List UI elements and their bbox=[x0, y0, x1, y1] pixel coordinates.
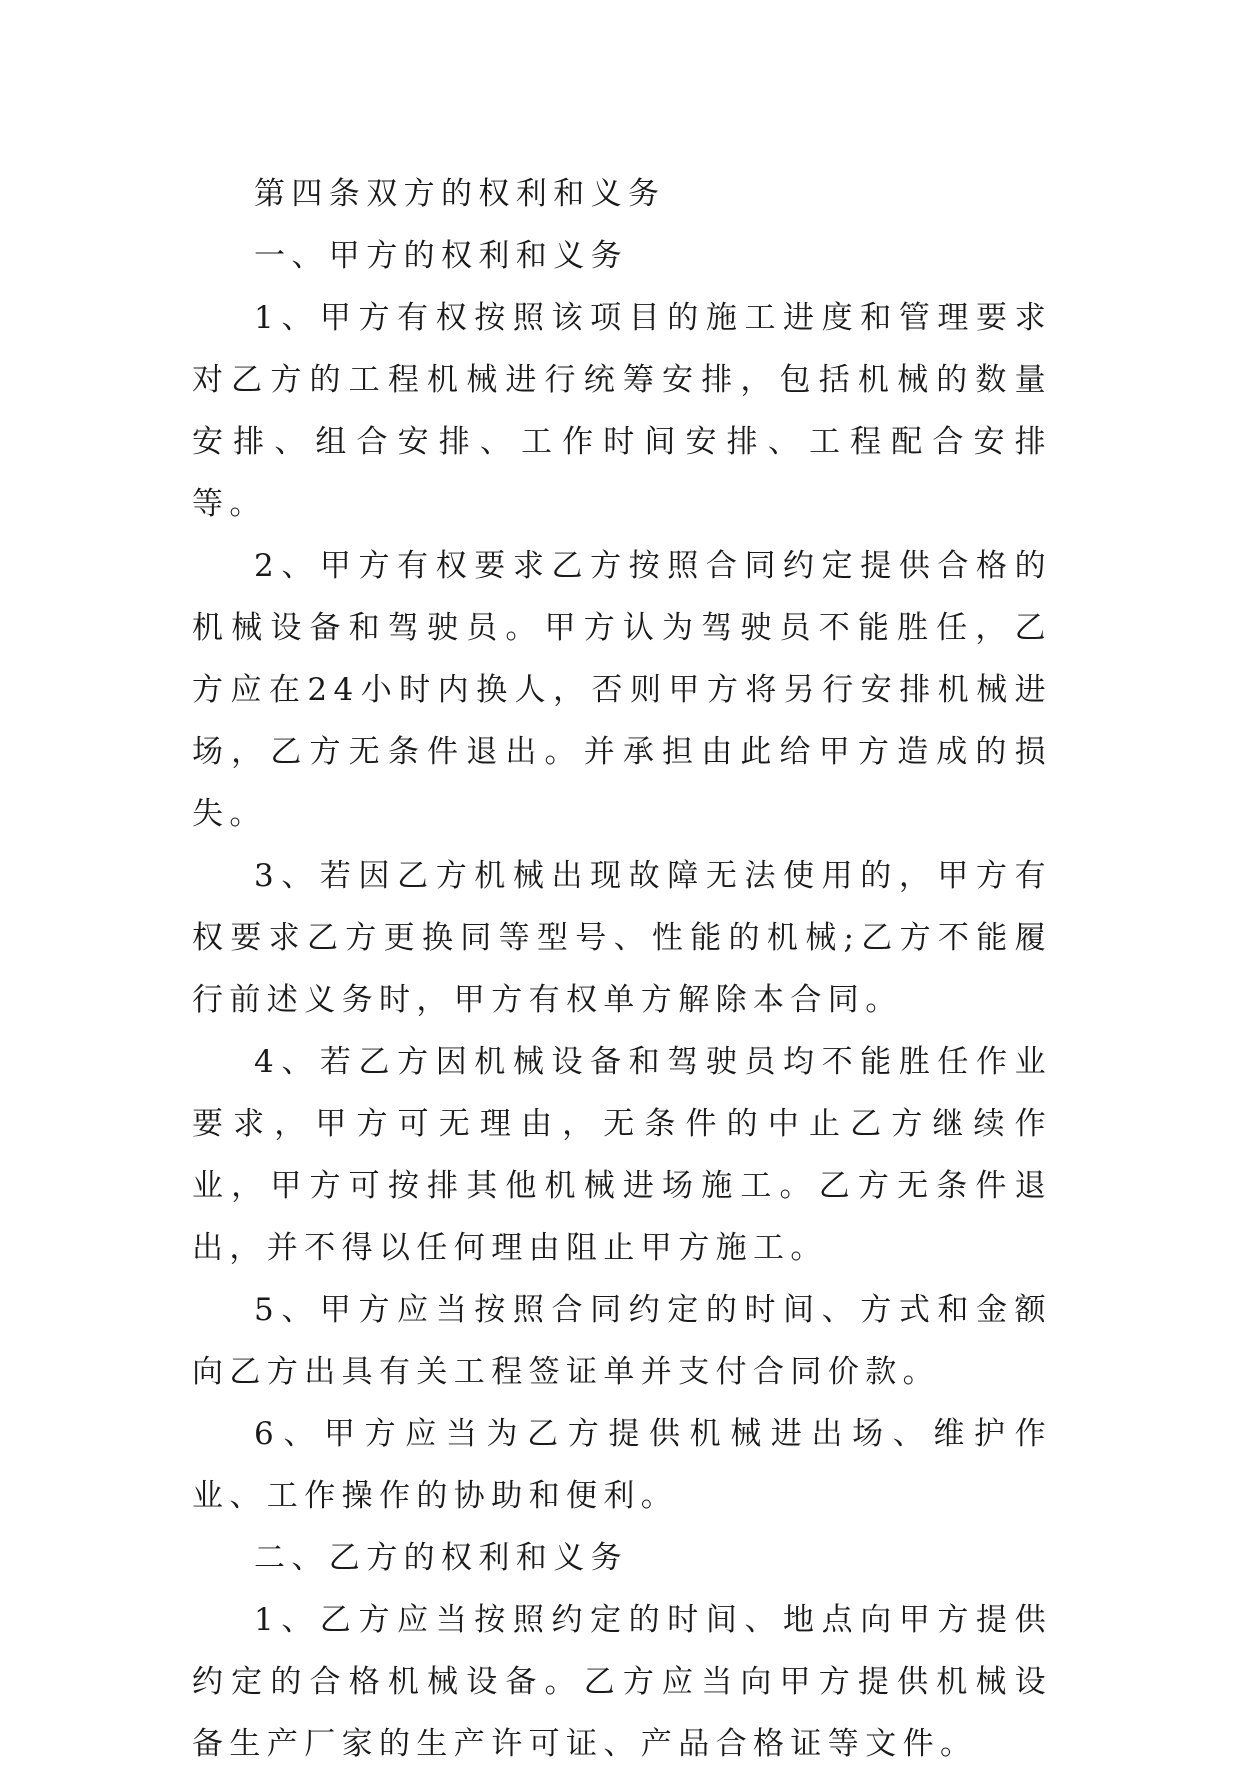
clause-a1: 1、甲方有权按照该项目的施工进度和管理要求对乙方的工程机械进行统筹安排，包括机械的数量安排、组合安排、工作时间安排、工程配合安排等。 bbox=[192, 300, 1052, 522]
clause-a6: 6、甲方应当为乙方提供机械进出场、维护作业、工作操作的协助和便利。 bbox=[192, 1416, 1052, 1514]
section-heading-party-a: 一、甲方的权利和义务 bbox=[254, 238, 628, 274]
clause-a5: 5、甲方应当按照合同约定的时间、方式和金额向乙方出具有关工程签证单并支付合同价款。 bbox=[192, 1292, 1052, 1390]
clause-a4: 4、若乙方因机械设备和驾驶员均不能胜任作业要求，甲方可无理由，无条件的中止乙方继续作业，甲方可按排其他机械进场施工。乙方无条件退出，并不得以任何理由阻止甲方施工。 bbox=[192, 1044, 1052, 1266]
clause-a3: 3、若因乙方机械出现故障无法使用的，甲方有权要求乙方更换同等型号、性能的机械;乙方不能履行前述义务时，甲方有权单方解除本合同。 bbox=[192, 858, 1052, 1018]
clause-b1: 1、乙方应当按照约定的时间、地点向甲方提供约定的合格机械设备。乙方应当向甲方提供机械设备生产厂家的生产许可证、产品合格证等文件。 bbox=[192, 1602, 1052, 1762]
article-heading: 第四条双方的权利和义务 bbox=[254, 176, 666, 212]
clause-a2: 2、甲方有权要求乙方按照合同约定提供合格的机械设备和驾驶员。甲方认为驾驶员不能胜任，乙方应在24小时内换人，否则甲方将另行安排机械进场，乙方无条件退出。并承担由此给甲方造成的损失。 bbox=[192, 548, 1052, 832]
document-body bbox=[192, 163, 1052, 1775]
section-heading-party-b: 二、乙方的权利和义务 bbox=[254, 1540, 628, 1576]
